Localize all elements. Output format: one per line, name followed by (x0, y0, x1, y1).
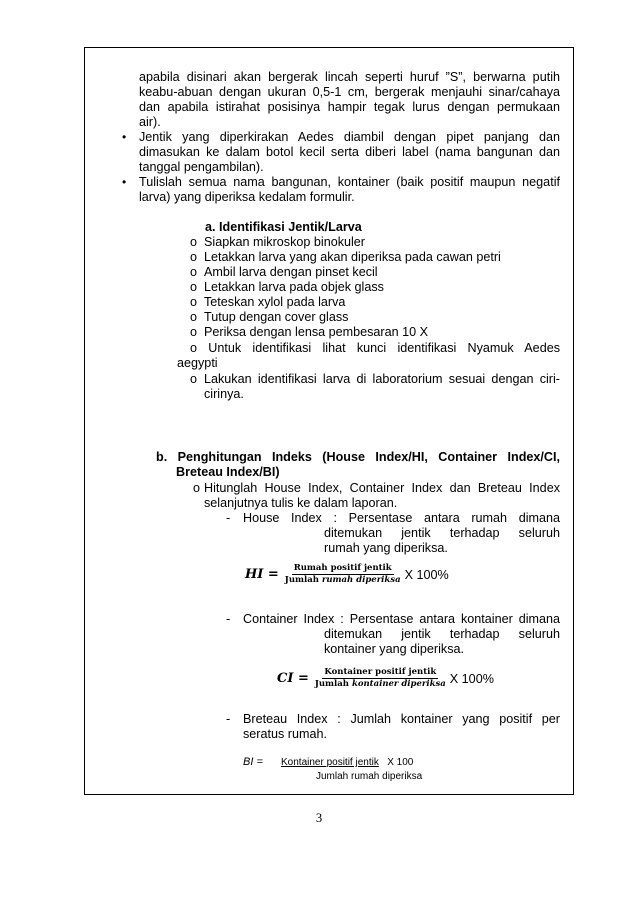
bullet-2-line-2: larva) yang diperiksa kedalam formulir. (139, 190, 355, 204)
breteau-formula-numerator-text: Kontainer positif jentik (281, 757, 379, 768)
section-a-step-9-line-1: Lakukan identifikasi larva di laboratorium sesuai dengan ciri- (204, 372, 560, 386)
circle-bullet-icon: o (190, 295, 198, 309)
house-index-line-3: rumah yang diperiksa. (324, 541, 448, 555)
section-b-intro-line-1: Hitunglah House Index, Container Index dan Breteau Index (204, 481, 560, 495)
section-a-step-8-line-1: o Untuk identifikasi lihat kunci identifikasi Nyamuk Aedes (190, 341, 560, 355)
section-a-title: a. Identifikasi Jentik/Larva (205, 220, 362, 234)
breteau-formula-denominator: Jumlah rumah diperiksa (316, 771, 423, 782)
circle-bullet-icon: o (190, 235, 198, 249)
circle-bullet-icon: o (190, 372, 198, 386)
section-a-step-9-line-2: cirinya. (204, 387, 244, 401)
intro-line-3: dan apabila istirahat posisinya hampir tegak lurus dengan permukaan (139, 100, 560, 114)
formula-rhs: X 100% (404, 567, 449, 582)
circle-bullet-icon: o (190, 325, 198, 339)
page-number: 3 (315, 811, 323, 825)
bullet-1-line-1: Jentik yang diperkirakan Aedes diambil dengan pipet panjang dan (139, 130, 560, 144)
bullet-1-line-3: tanggal pengambilan). (139, 160, 264, 174)
formula-fraction (313, 667, 448, 690)
breteau-formula-numerator (281, 757, 413, 769)
section-a-step: Ambil larva dengan pinset kecil (204, 265, 378, 279)
section-a-step: Letakkan larva yang akan diperiksa pada cawan petri (204, 250, 501, 264)
formula-lhs: HI = (245, 567, 279, 582)
section-a-step: Tutup dengan cover glass (204, 310, 349, 324)
circle-bullet-icon: o (193, 481, 201, 495)
bullet-icon: • (122, 130, 127, 144)
section-b-intro-line-2: selanjutnya tulis ke dalam laporan. (204, 496, 398, 510)
formula-denominator-a: Jumlah (284, 575, 322, 585)
container-index-line-3: kontainer yang diperiksa. (324, 642, 465, 656)
dash-icon: - (226, 712, 231, 726)
breteau-index-line-2: seratus rumah. (243, 727, 327, 741)
dash-icon: - (226, 511, 231, 525)
section-a-step: Siapkan mikroskop binokuler (204, 235, 366, 249)
dash-icon: - (226, 612, 231, 626)
house-index-formula (245, 563, 449, 586)
circle-bullet-icon: o (190, 265, 198, 279)
bullet-1-line-2: dimasukan ke dalam botol kecil serta diberi label (nama bangunan dan (139, 145, 560, 159)
intro-line-1: apabila disinari akan bergerak lincah seperti huruf ”S”, berwarna putih (139, 70, 560, 84)
section-a-step: Letakkan larva pada objek glass (204, 280, 384, 294)
breteau-formula-lhs: BI = (243, 756, 263, 768)
circle-bullet-icon: o (190, 310, 198, 324)
container-index-line-2: ditemukan jentik terhadap seluruh (324, 627, 560, 641)
house-index-line-1: House Index : Persentase antara rumah dimana (243, 511, 560, 525)
formula-denominator (283, 575, 403, 586)
bullet-2-line-1: Tulislah semua nama bangunan, kontainer (baik positif maupun negatif (139, 175, 560, 189)
section-b-title-line-2: Breteau Index/BI) (176, 465, 280, 479)
formula-denominator (313, 679, 448, 690)
section-a-step: Teteskan xylol pada larva (204, 295, 346, 309)
bullet-icon: • (122, 175, 127, 189)
intro-line-4: air). (139, 115, 161, 129)
container-index-formula (277, 667, 494, 690)
formula-denominator-b: kontainer diperiksa (351, 679, 446, 689)
section-b-title-line-1: b. Penghitungan Indeks (House Index/HI, Container Index/CI, (156, 450, 560, 464)
formula-numerator: Rumah positif jentik (293, 563, 392, 573)
formula-fraction (283, 563, 403, 586)
formula-lhs: CI = (277, 671, 309, 686)
circle-bullet-icon: o (190, 280, 198, 294)
section-a-step: Periksa dengan lensa pembesaran 10 X (204, 325, 429, 339)
section-a-step-8-line-2: aegypti (177, 356, 218, 370)
formula-numerator: Kontainer positif jentik (324, 667, 437, 677)
circle-bullet-icon: o (190, 250, 198, 264)
breteau-index-line-1: Breteau Index : Jumlah kontainer yang positif per (243, 712, 560, 726)
container-index-line-1: Container Index : Persentase antara kontainer dimana (243, 612, 560, 626)
formula-denominator-a: Jumlah (314, 679, 352, 689)
formula-denominator-b: rumah diperiksa (321, 575, 401, 585)
breteau-formula-multiplier: X 100 (387, 757, 414, 768)
intro-line-2: keabu-abuan dengan ukuran 0,5-1 cm, bergerak menjauhi sinar/cahaya (139, 85, 560, 99)
formula-rhs: X 100% (449, 671, 494, 686)
house-index-line-2: ditemukan jentik terhadap seluruh (324, 526, 560, 540)
